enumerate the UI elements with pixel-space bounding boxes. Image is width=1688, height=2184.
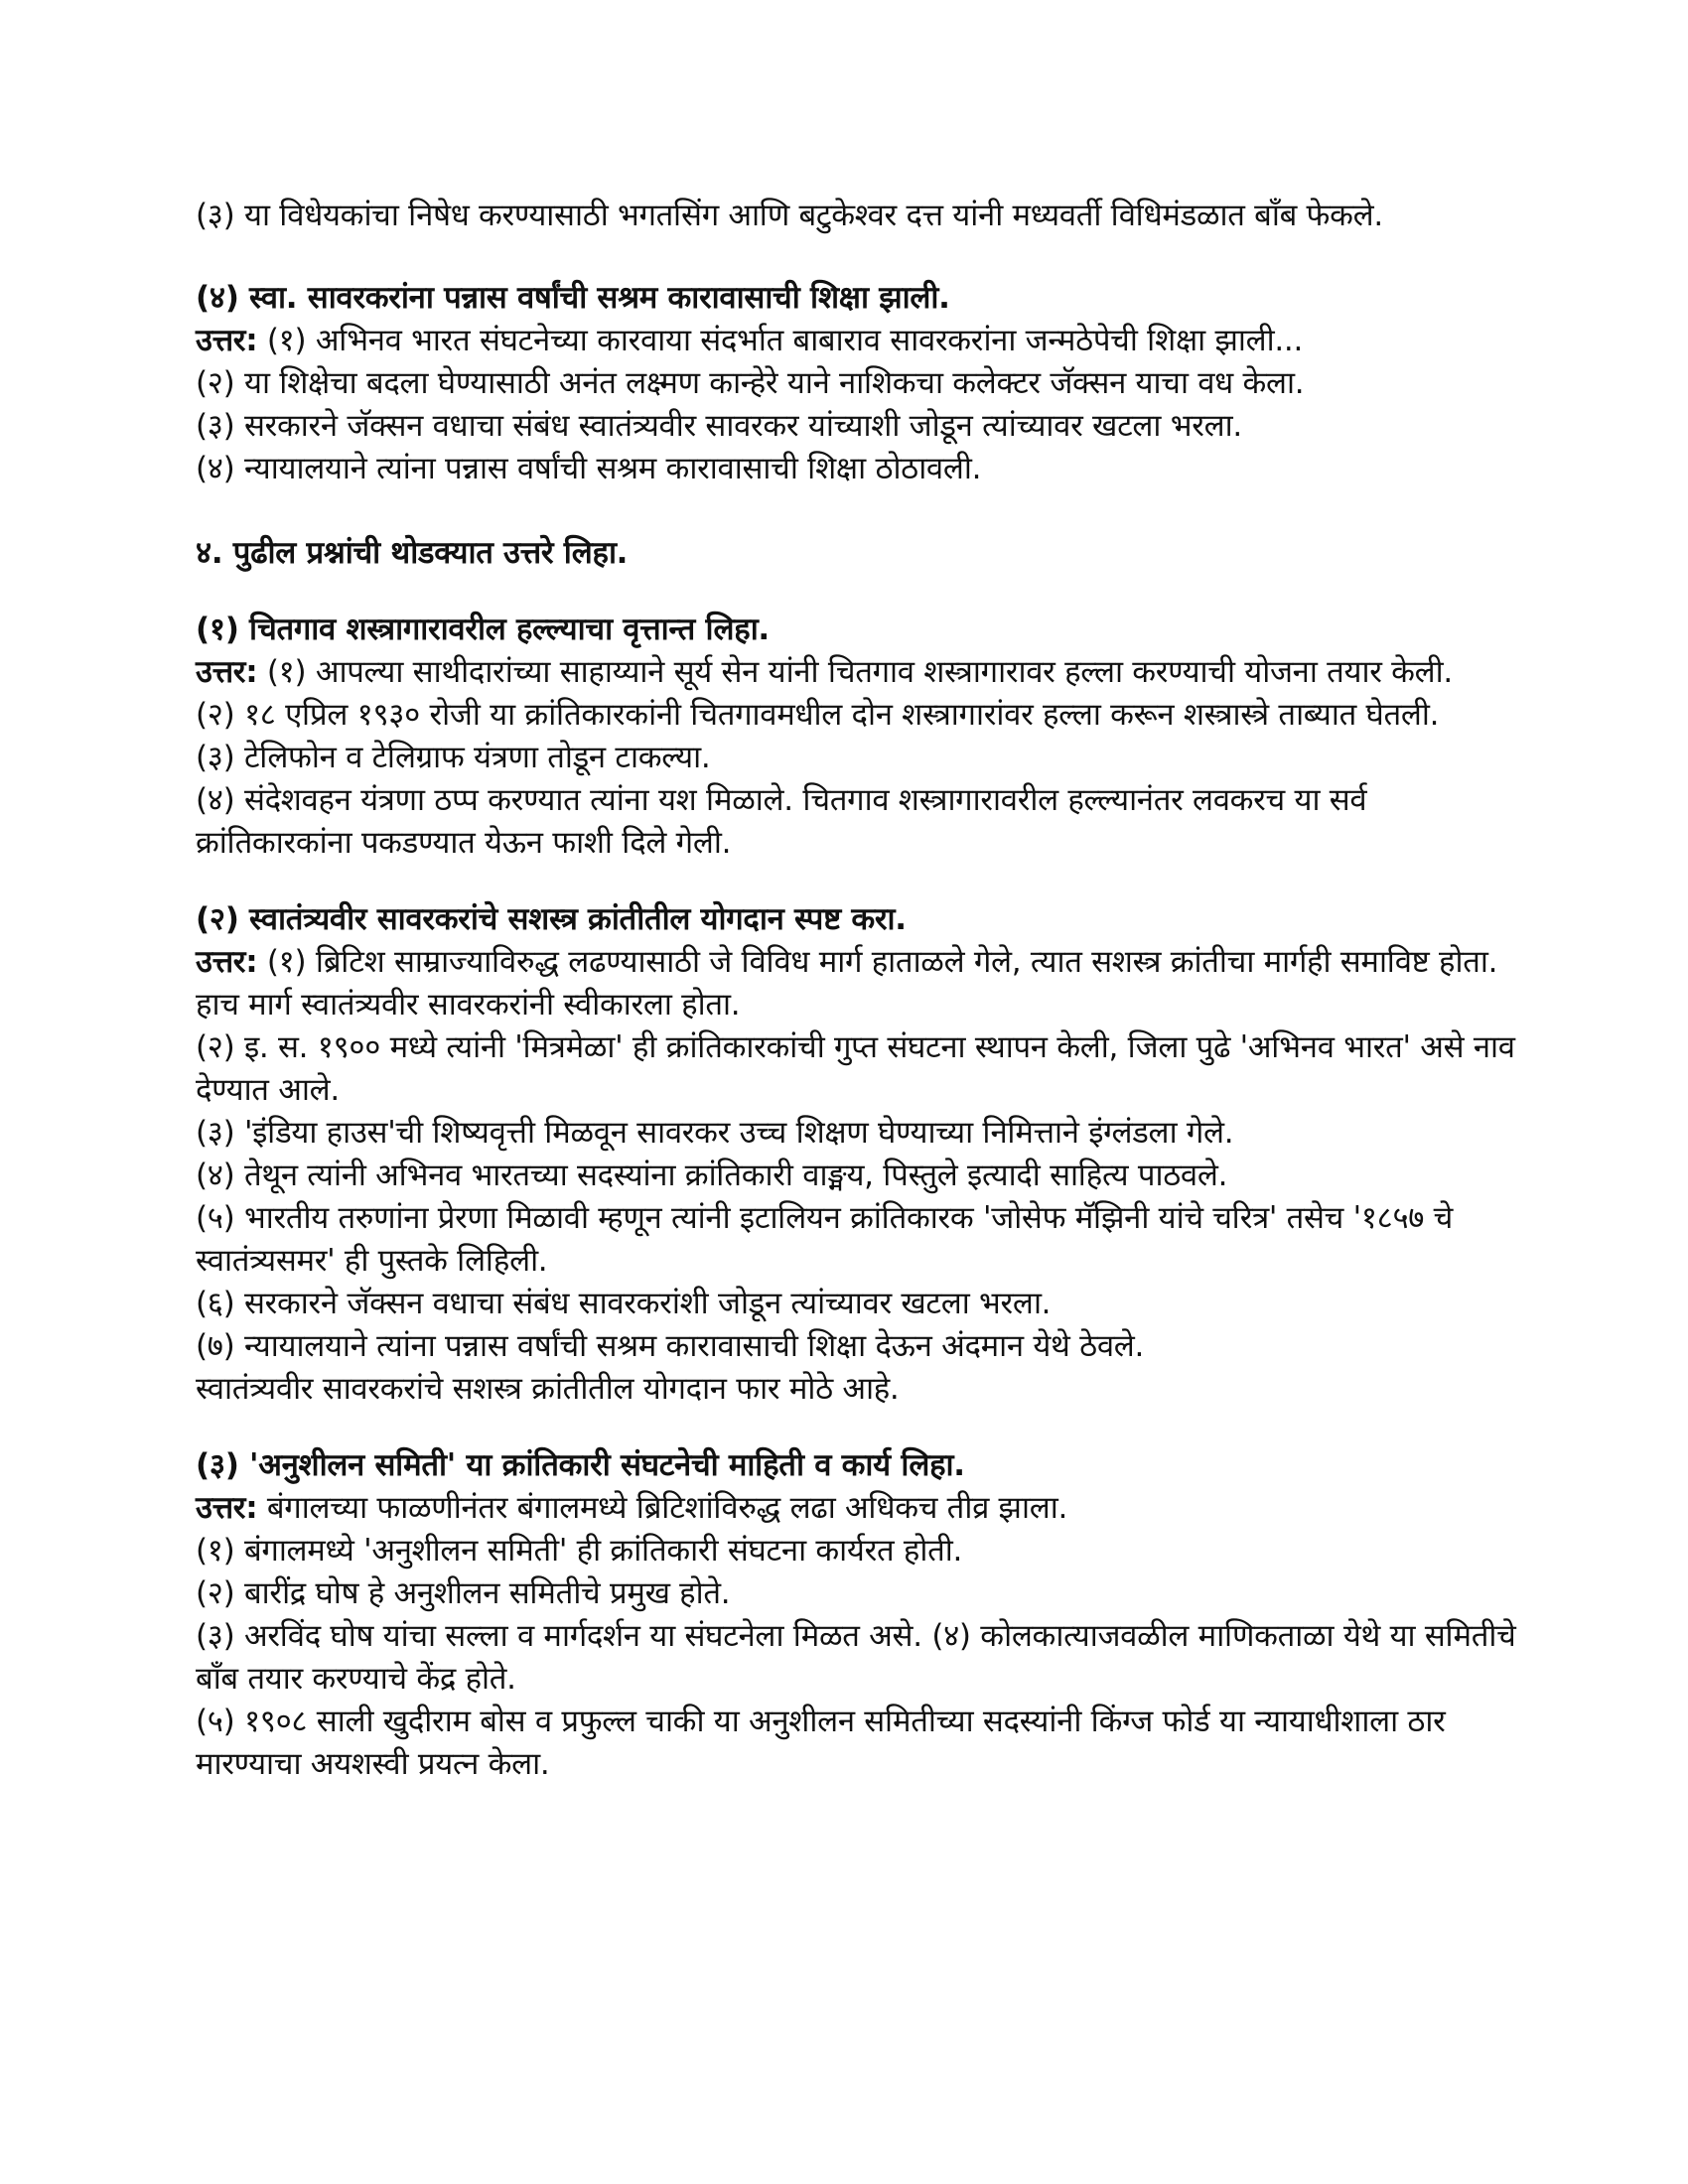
answer-point: (४) तेथून त्यांनी अभिनव भारतच्या सदस्यांना क्रांतिकारी वाङ्मय, पिस्तुले इत्यादी साहित्य पाठवले. <box>196 1158 1228 1193</box>
answer-point: (५) १९०८ साली खुदीराम बोस व प्रफुल्ल चाकी या अनुशीलन समितीच्या सदस्यांनी किंग्ज फोर्ड या न्यायाधीशाला ठार मारण्याचा अयशस्वी प्रयत्न केला. <box>196 1704 1446 1782</box>
question-1-title: (१) चितगाव शस्त्रागारावरील हल्ल्याचा वृत्तान्त लिहा. <box>196 612 770 647</box>
answer-point: (४) संदेशवहन यंत्रणा ठप्प करण्यात त्यांना यश मिळाले. चितगाव शस्त्रागारावरील हल्ल्यानंतर लवकरच या सर्व क्रांतिकारकांना पकडण्यात येऊन फाशी दिले गेली. <box>196 782 1367 861</box>
question-3-title: (३) 'अनुशीलन समिती' या क्रांतिकारी संघटनेची माहिती व कार्य लिहा. <box>196 1447 965 1483</box>
question-2-title: (२) स्वातंत्र्यवीर सावरकरांचे सशस्त्र क्रांतीतील योगदान स्पष्ट करा. <box>196 901 907 937</box>
answer-point: (६) सरकारने जॅक्सन वधाचा संबंध सावरकरांशी जोडून त्यांच्यावर खटला भरला. <box>196 1286 1052 1321</box>
answer-point: उत्तर: बंगालच्या फाळणीनंतर बंगालमध्ये ब्रिटिशांविरुद्ध लढा अधिकच तीव्र झाला. <box>196 1490 1068 1526</box>
answer-label: उत्तर: <box>196 944 258 980</box>
answer-point: (२) या शिक्षेचा बदला घेण्यासाठी अनंत लक्ष्मण कान्हेरे याने नाशिकचा कलेक्टर जॅक्सन याचा वध केला. <box>196 365 1305 401</box>
answer-point: (२) इ. स. १९०० मध्ये त्यांनी 'मित्रमेळा' ही क्रांतिकारकांची गुप्त संघटना स्थापन केली, जिला पुढे 'अभिनव भारत' असे नाव देण्यात आले. <box>196 1029 1515 1108</box>
answer-point: (१) बंगालमध्ये 'अनुशीलन समिती' ही क्रांतिकारी संघटना कार्यरत होती. <box>196 1533 963 1569</box>
answer-point: (२) बारींद्र घोष हे अनुशीलन समितीचे प्रमुख होते. <box>196 1575 731 1611</box>
question-4-title: (४) स्वा. सावरकरांना पन्नास वर्षांची सश्रम कारावासाची शिक्षा झाली. <box>196 280 950 316</box>
answer-point: (४) न्यायालयाने त्यांना पन्नास वर्षांची सश्रम कारावासाची शिक्षा ठोठावली. <box>196 451 982 486</box>
answer-point: (३) टेलिफोन व टेलिग्राफ यंत्रणा तोडून टाकल्या. <box>196 740 711 775</box>
answer-point: उत्तर: (१) अभिनव भारत संघटनेच्या कारवाया संदर्भात बाबाराव सावरकरांना जन्मठेपेची शिक्षा झाली... <box>196 323 1304 358</box>
answer-point: उत्तर: (१) ब्रिटिश साम्राज्याविरुद्ध लढण्यासाठी जे विविध मार्ग हाताळले गेले, त्यात सशस्त्र क्रांतीचा मार्गही समाविष्ट होता. हाच मार्ग स्वातंत्र्यवीर सावरकरांनी स्वीकारला होता. <box>196 944 1498 1023</box>
section-heading: ४. पुढील प्रश्नांची थोडक्यात उत्तरे लिहा. <box>196 535 629 571</box>
answer-point: (३) 'इंडिया हाउस'ची शिष्यवृत्ती मिळवून सावरकर उच्च शिक्षण घेण्याच्या निमित्ताने इंग्लंडला गेले. <box>196 1115 1234 1151</box>
answer-point: (२) १८ एप्रिल १९३० रोजी या क्रांतिकारकांनी चितगावमधील दोन शस्त्रागारांवर हल्ला करून शस्त्रास्त्रे ताब्यात घेतली. <box>196 697 1440 733</box>
answer-label: उत्तर: <box>196 1490 258 1526</box>
continuation-point: (३) या विधेयकांचा निषेध करण्यासाठी भगतसिंग आणि बटुकेश्वर दत्त यांनी मध्यवर्ती विधिमंडळात बॉंब फेकले. <box>196 198 1383 233</box>
answer-point: (७) न्यायालयाने त्यांना पन्नास वर्षांची सश्रम कारावासाची शिक्षा देऊन अंदमान येथे ठेवले. <box>196 1328 1145 1364</box>
answer-point: (५) भारतीय तरुणांना प्रेरणा मिळावी म्हणून त्यांनी इटालियन क्रांतिकारक 'जोसेफ मॅझिनी यांचे चरित्र' तसेच '१८५७ चे स्वातंत्र्यसमर' ही पुस्तके लिहिली. <box>196 1200 1454 1279</box>
answer-label: उत्तर: <box>196 654 258 690</box>
answer-point: (३) अरविंद घोष यांचा सल्ला व मार्गदर्शन या संघटनेला मिळत असे. (४) कोलकात्याजवळील माणिकताळा येथे या समितीचे बॉंब तयार करण्याचे केंद्र होते. <box>196 1618 1516 1697</box>
answer-label: उत्तर: <box>196 323 258 358</box>
answer-conclusion: स्वातंत्र्यवीर सावरकरांचे सशस्त्र क्रांतीतील योगदान फार मोठे आहे. <box>196 1371 900 1407</box>
answer-point: उत्तर: (१) आपल्या साथीदारांच्या साहाय्याने सूर्य सेन यांनी चितगाव शस्त्रागारावर हल्ला करण्याची योजना तयार केली. <box>196 654 1453 690</box>
answer-point: (३) सरकारने जॅक्सन वधाचा संबंध स्वातंत्र्यवीर सावरकर यांच्याशी जोडून त्यांच्यावर खटला भरला. <box>196 408 1242 444</box>
